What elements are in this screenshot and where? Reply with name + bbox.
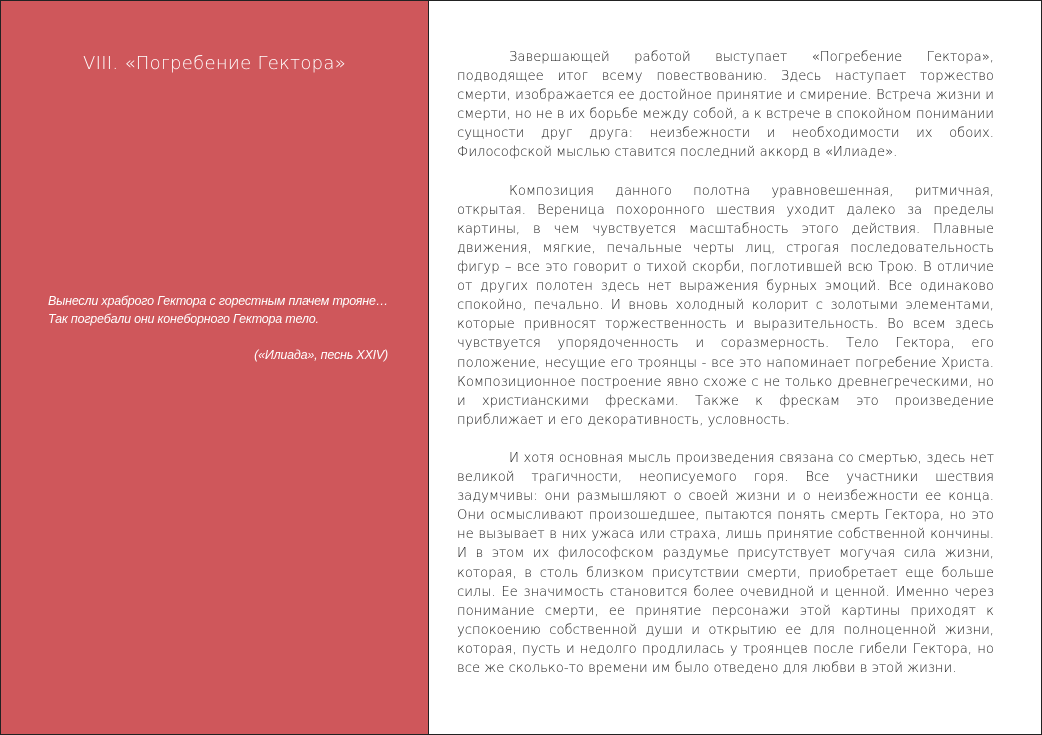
epigraph-line-2: Так погребали они конеборного Гектора тело. — [48, 311, 319, 326]
chapter-title: VIII. «Погребение Гектора» — [82, 53, 347, 74]
paragraph-1: Завершающей работой выступает «Погребение Гектора», подводящее итог всему повествованию. Здесь наступает торжество смерти, изображается ее достойное принятие и смирение. Встреча жизни и смерти, но не в их борьбе между собой, а к встрече в спокойном понимании сущности друг друга: неизбежности и необходимости их обоих. Философской мыслью ставится последний аккорд в «Илиаде». — [457, 50, 994, 161]
article-body — [457, 48, 994, 697]
epigraph-line-1: Вынесли храброго Гектора с горестным плачем трояне… — [48, 294, 388, 308]
paragraph-2: Композиция данного полотна уравновешенная, ритмичная, открытая. Вереница похоронного шествия уходит далеко за пределы картины, в чем чувствуется масштабность этого действия. Плавные движения, мягкие, печальные черты лиц, строгая последовательность фигур – все это говорит о тихой скорби, поглотившей всю Трою. В отличие от других полотен здесь нет выражения бурных эмоций. Все одинаково спокойно, печально. И вновь холодный колорит с золотыми элементами, которые привносят торжественность и выразительность. Во всем здесь чувствуется упорядоченность и соразмерность. Тело Гектора, его положение, несущие его троянцы - все это напоминает погребение Христа. Композиционное построение явно схоже с не только древнегреческими, но и христианскими фресками. Также к фрескам это произведение приближает и его декоративность, условность. — [457, 183, 994, 428]
epigraph-source: («Илиада», песнь XXIV) — [254, 348, 388, 362]
paragraph-3: И хотя основная мысль произведения связана со смертью, здесь нет великой трагичности, неописуемого горя. Все участники шествия задумчивы: они размышляют о своей жизни и о неизбежности ее конца. Они осмысливают произошедшее, пытаются понять смерть Гектора, но это не вызывает в них ужаса или страха, лишь принятие собственной кончины. И в этом их философском раздумье присутствует могучая сила жизни, которая, в столь близком присутствии смерти, приобретает еще больше силы. Ее значимость становится более очевидной и ценной. Именно через понимание смерти, ее принятие персонажи этой картины приходят к успокоению собственной души и открытию ее для полноценной жизни, которая, пусть и недолго продлилась у троянцев после гибели Гектора, но все же сколько-то времени им было отведено для любви в этой жизни. — [457, 450, 994, 676]
left-page — [1, 1, 429, 734]
epigraph — [48, 293, 388, 365]
